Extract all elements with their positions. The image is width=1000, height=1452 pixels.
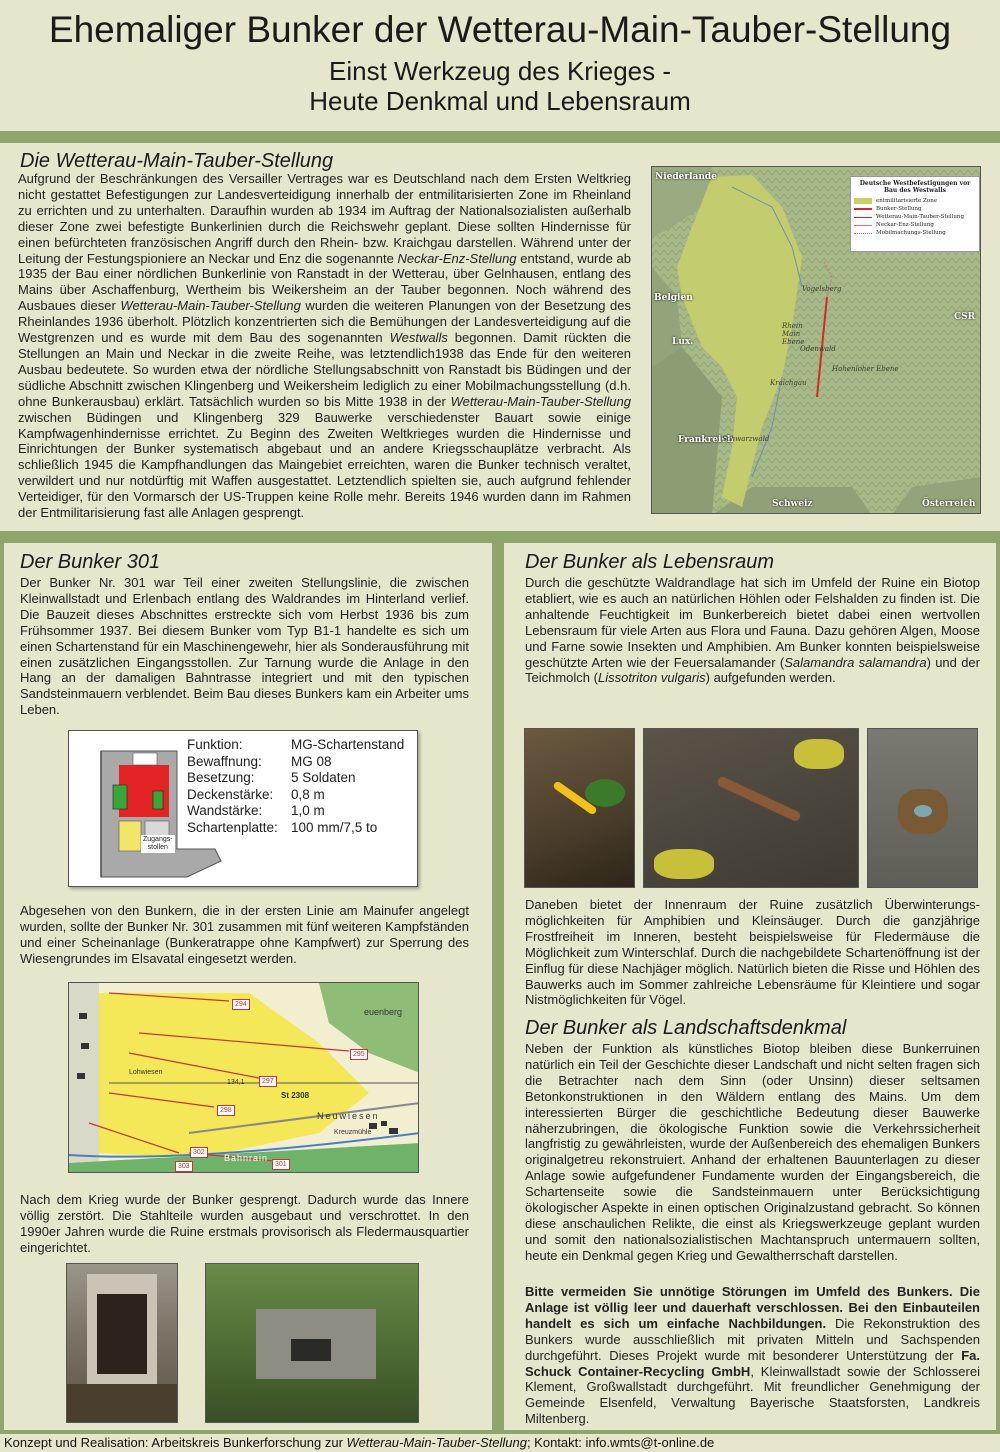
section-text-bunker301-2: Abgesehen von den Bunkern, die in der ersten Linie am Mainufer angelegt wurden, sollte der Bunker Nr. 301 zusammen mit fünf weiteren Kampfständen und einer Scheinanlage (Bunkeratrappe ohne Kampfwert) zur Sperrung des Wiesengrundes im Elsavatal eingesetzt werden. (20, 903, 469, 966)
spec-value: 1,0 m (291, 803, 325, 818)
legend-label: entmilitarisierte Zone (876, 198, 937, 204)
spec-row (187, 803, 419, 820)
photo-feuersalamander (524, 728, 635, 888)
map-region-schwarzwald: Schwarzwald (722, 435, 770, 443)
topo-map (68, 982, 419, 1173)
map-region-hohenlohe: Hohenloher Ebene (832, 365, 899, 373)
divider-vertical (492, 543, 504, 1434)
section-text-denkmal: Neben der Funktion als künstliches Biotop bleiben diese Bunkerruinen natürlich ein Teil der Geschichte dieser Landschaft und nicht selten fragen sich die Betrachter nach dem Sinn (oder Unsinn) dieser seltsamen Betonkonstruktionen in den Wäldern entlang des Mains. Um dem interessierten Bürger die geschichtliche Bedeutung dieser Bauwerke näherzubringen, die ökologische Funktion sowie die Verkehrssicherheit langfristig zu gewährleisten, wurde der Außenbereich des ehemaligen Bunkers originalgetreu rekonstruiert. Anhand der erhaltenen Bauunterlagen zu dieser Anlage sowie aufgefundener Fundamente wurden der Eingangsbereich, die Schartenseite sowie die Sandsteinmauern unter Berücksichtigung ökologischer Aspekte in einen optischen Originalzustand gebracht. So können diese anschaulichen Relikte, die einst als Kriegswerkzeuge geplant wurden und somit den nationalsozialistischen Machtanspruch untermauern sollten, heute ein Denkmal gegen Krieg und Gewaltherrschaft darstellen. (525, 1041, 980, 1263)
divider-left (0, 543, 4, 1434)
map-label-schweiz: Schweiz (772, 499, 813, 509)
legend-swatch (854, 233, 872, 234)
map-label-oesterreich: Österreich (922, 499, 976, 509)
legend-title: Deutsche Westbefestigungen vor Bau des Westwalls (859, 180, 971, 194)
photo-leaf-shape (585, 779, 625, 807)
legend-label: Bunker-Stellung (876, 206, 922, 212)
legend-swatch (854, 217, 872, 218)
section-text-denkmal-2: Bitte vermeiden Sie unnötige Störungen im Umfeld des Bunkers. Die Anlage ist völlig leer und dauerhaft verschlossen. Bei den Einbauteilen handelt es sich um einfache Nachbildungen. Die Rekonstruktion des Bunkers wurde ausschließlich mit privaten Mitteln und Sachspenden durchgeführt. Dieses Projekt wurde mit besonderer Unterstützung der Fa. Schuck Container-Recycling GmbH, Kleinwallstadt sowie der Schlosserei Klement, Großwallstadt durchgeführt. Mit freundlicher Genehmigung der Gemeinde Elsenfeld, Verwaltung Bayerische Staatsforsten, Landkreis Miltenberg. (525, 1284, 981, 1427)
photo-teichmolch (643, 728, 859, 888)
spec-key: Schartenplatte: (187, 819, 278, 835)
legend-swatch (854, 225, 872, 226)
map-label-lux: Lux. (672, 337, 694, 347)
topo-place-bahnrain: Bahnrain (224, 1153, 269, 1163)
spec-key: Besetzung: (187, 770, 255, 785)
section-text-bunker301: Der Bunker Nr. 301 war Teil einer zweiten Stellungslinie, die zwischen Kleinwallstadt und Erlenbach entlang des Waldrandes im Hinterland verlief. Die Bauzeit dieses Abschnittes erstreckte sich vom Herbst 1936 bis zum Frühsommer 1937. Bei diesem Bunker vom Typ B1-1 handelte es sich um einen Schartenstand für ein Maschinengewehr, hier als Sonderausführung mit einen zusätzlichen Eingangsstollen. Zur Tarnung wurde die Anlage in den Hang an der damaligen Bahntrasse integriert und mit den typischen Sandsteinmauern verblendet. Beim Bau dieses Bunkers kam ein Arbeiter ums Leben. (20, 575, 469, 718)
page-title: Ehemaliger Bunker der Wetterau-Main-Tauber-Stellung (48, 9, 952, 50)
page-subtitle-2: Heute Denkmal und Lebensraum (309, 86, 691, 116)
topo-label-303: 303 (175, 1161, 193, 1172)
legend-label: Mobilmachungs-Stellung (876, 230, 946, 236)
map-label-frankreich: Frankreich (678, 435, 734, 445)
topo-place-elevation: 134,1 (227, 1079, 245, 1086)
photo-bunker-ruin (205, 1263, 419, 1423)
spec-table (187, 737, 419, 836)
legend-label: Neckar-Enz-Stellung (876, 222, 934, 228)
map-label-niederlande: Niederlande (655, 172, 717, 182)
section-heading-bunker301: Der Bunker 301 (20, 551, 161, 573)
photo-newt-shape (716, 775, 802, 822)
topo-place-euenberg: euenberg (364, 1007, 403, 1017)
visitor-notice: Bitte vermeiden Sie unnötige Störungen im Umfeld des Bunkers. Die Anlage ist völlig leer und dauerhaft verschlossen. Bei den Einbauteilen handelt es sich um einfache Nachbildungen. (525, 1284, 980, 1331)
spec-value: MG-Schartenstand (291, 737, 405, 752)
section-text-stellung: Aufgrund der Beschränkungen des Versailler Vertrages war es Deutschland nach dem Ersten Weltkrieg nicht gestattet Befestigungen zur Landesverteidigung innerhalb der entmilitarisierten Zone im Rheinland zu errichten und zu unterhalten. Daraufhin wurden ab 1934 im Auftrag der Nationalsozialisten außerhalb dieser Zone zwei befestigte Bunkerlinien durch die Reichswehr geplant. Diese sollten Hindernisse für einen befürchteten französischen Angriff durch den Rhein- bzw. Kraichgau darstellen. Während unter der Leitung der Festungspioniere an Neckar und Enz die sogenannte Neckar-Enz-Stellung entstand, wurde ab 1935 der Bau einer nördlichen Bunkerlinie von Ranstadt in der Wetterau, über Gelnhausen, entlang des Mains über Aschaffenburg, Wertheim bis Weikersheim an der Tauber begonnen. Noch während des Ausbaues dieser Wetterau-Main-Tauber-Stellung wurden die weiteren Planungen von der Besetzung des Rheinlandes 1936 überholt. Plötzlich konzentrierten sich die Bemühungen der Landesverteidigung auf die Westgrenzen und es wurde mit dem Bau des sogenannten Westwalls begonnen. Damit rückten die Stellungen an Main und Neckar in die zweite Reihe, was letztendlich1938 das Ende für den weiteren Ausbau bedeutete. So wurden etwa der nördliche Stellungsabschnitt von Ranstadt bis Büdingen und der südliche Abschnitt zwischen Klingenberg und Weikersheim lediglich zu einer Mobilmachungsstellung (d.h. ohne Bunkerausbau) erklärt. Tatsächlich wurden so bis Mitte 1938 in der Wetterau-Main-Tauber-Stellung zwischen Büdingen und Klingenberg 329 Bauwerke verschiedenster Bauart sowie einige Kampfwagenhindernisse errichtet. Zu Beginn des Zweiten Weltkrieges wurden die Hindernisse und Einrichtungen der Bunker systematisch abgebaut und an andere Kriegsschauplätze verbracht. Als schließlich 1945 die Kampfhandlungen das Maingebiet erreichten, waren die Bunker technisch veraltet, verwildert und nur notdürftig mit Waffen ausgestattet. Letztendlich spielten sie, auch aufgrund fehlender Verteidiger, für den Vormarsch der US-Truppen keine Rolle mehr. Bereits 1946 wurden dann im Rahmen der Entmilitarisierung fast alle Anlagen gesprengt. (18, 171, 632, 521)
floorplan-label-1: Zugangs- (143, 836, 173, 843)
topo-label-302: 302 (190, 1147, 208, 1158)
legend-row (854, 205, 976, 213)
spec-row (187, 737, 419, 754)
divider-mid (0, 531, 1000, 543)
topo-place-lohwiesen: Lohwiesen (129, 1069, 163, 1076)
divider-right (996, 543, 1000, 1434)
spec-key: Deckenstärke: (187, 786, 274, 802)
section-text-lebensraum: Durch die geschützte Waldrandlage hat sich im Umfeld der Ruine ein Biotop etabliert, wie es auch an natürlichen Höhlen oder Felshalden zu finden ist. Die anhaltende Feuchtigkeit im Bunkerbereich bietet dabei einen wertvollen Lebensraum für viele Arten aus Flora und Fauna. Dazu gehören Algen, Moose und Farne sowie Insekten und Amphibien. Am Bunker konnten beispielsweise geschützte Arten wie der Feuersalamander (Salamandra salamandra) und der Teichmolch (Lissotriton vulgaris) aufgefunden werden. (525, 575, 980, 686)
topo-label-295: 295 (350, 1049, 368, 1060)
topo-place-kreuzmuehle: Kreuzmühle (334, 1129, 372, 1136)
legend-swatch (854, 198, 872, 204)
spec-row (187, 787, 419, 804)
map-label-belgien: Belgien (654, 293, 693, 303)
floorplan-label (141, 835, 175, 853)
footer: Konzept und Realisation: Arbeitskreis Bunkerforschung zur Wetterau-Main-Tauber-Stellung; Kontakt: info.wmts@t-online.de (4, 1435, 715, 1450)
section-heading-lebensraum: Der Bunker als Lebensraum (525, 551, 775, 573)
legend-swatch (854, 208, 872, 210)
bunker-spec-card (68, 730, 418, 887)
spec-value: 5 Soldaten (291, 770, 356, 785)
topo-label-301: 301 (272, 1159, 290, 1170)
photo-ground-shape (67, 1384, 178, 1423)
map-region-odenwald: Odenwald (800, 345, 836, 353)
spec-value: 0,8 m (291, 786, 325, 802)
floorplan-label-2: stollen (147, 844, 168, 851)
topo-place-neuwiesen: Neuwiesen (317, 1111, 380, 1121)
photo-lichen-shape-2 (654, 849, 714, 879)
spec-row (187, 820, 419, 837)
spec-row (187, 754, 419, 771)
spec-value: 100 mm/7,5 to (291, 819, 378, 835)
section-heading-stellung: Die Wetterau-Main-Tauber-Stellung (20, 150, 334, 172)
legend-row (854, 229, 976, 237)
spec-value: MG 08 (291, 753, 332, 769)
legend-row (854, 213, 976, 221)
map-region-vogelsberg: Vogelsberg (802, 285, 842, 293)
topo-label-297: 297 (259, 1076, 277, 1087)
divider-top (0, 131, 1000, 143)
map-region-kraichgau: Kraichgau (770, 379, 807, 387)
photo-lichen-shape (794, 739, 844, 769)
spec-key: Wandstärke: (187, 803, 263, 818)
map-legend (850, 176, 980, 252)
photo-opening-shape (291, 1339, 331, 1361)
topo-label-294: 294 (232, 999, 250, 1010)
photo-vogelnest (867, 728, 978, 888)
page-subtitle-1: Einst Werkzeug des Krieges - (329, 56, 671, 86)
map-region-rhein-main: Rhein Main Ebene (782, 322, 805, 346)
map-label-csr: CSR (954, 312, 976, 322)
legend-row (854, 197, 976, 205)
legend-row (854, 221, 976, 229)
spec-row (187, 770, 419, 787)
section-text-lebensraum-2: Daneben bietet der Innenraum der Ruine zusätzlich Überwinterungs-möglichkeiten für Amphibien und Kleinsäuger. Durch die ganzjährige Frostfreiheit im Inneren, besteht beispielsweise für Fledermäuse die Möglichkeit zum Winterschlaf. Durch die nachgebildete Schartenöffnung ist der Einflug für diese Nachjäger möglich. Natürlich bieten die Risse und Höhlen des Bauwerks auch im Sommer zahlreiche Lebensräume für Kleintiere und sogar Nistmöglichkeiten für Vögel. (525, 897, 980, 1008)
photo-eggs-shape (914, 805, 932, 817)
topo-label-298: 298 (217, 1105, 235, 1116)
legend-label: Wetterau-Main-Tauber-Stellung (876, 214, 964, 220)
section-heading-denkmal: Der Bunker als Landschaftsdenkmal (525, 1017, 847, 1039)
photo-bunker-interior (66, 1263, 178, 1423)
spec-key: Bewaffnung: (187, 753, 262, 769)
section-text-bunker301-3: Nach dem Krieg wurde der Bunker gesprengt. Dadurch wurde das Innere völlig zerstört. Die Stahlteile wurden ausgebaut und verschrottet. In den 1990er Jahren wurde die Ruine erstmals provisorisch als Fledermausquartier eingerichtet. (20, 1192, 469, 1255)
topo-place-st2308: St 2308 (281, 1091, 310, 1100)
spec-key: Funktion: (187, 737, 243, 752)
photo-door-shape (97, 1294, 147, 1374)
